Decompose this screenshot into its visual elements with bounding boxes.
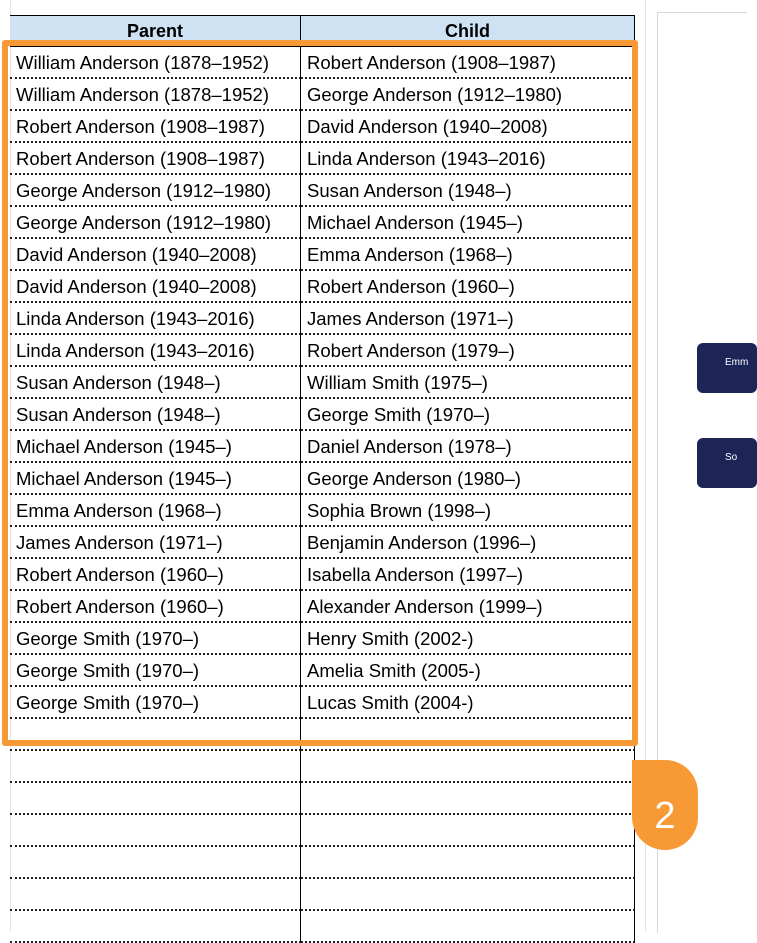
child-cell[interactable]: George Anderson (1980–)	[301, 463, 635, 495]
child-cell[interactable]: Robert Anderson (1908–1987)	[301, 47, 635, 79]
table-row	[10, 239, 635, 271]
child-cell[interactable]: Linda Anderson (1943–2016)	[301, 143, 635, 175]
parent-cell[interactable]	[10, 911, 301, 943]
table-row	[10, 207, 635, 239]
parent-cell[interactable]	[10, 751, 301, 783]
child-cell[interactable]: Daniel Anderson (1978–)	[301, 431, 635, 463]
parent-cell[interactable]: Susan Anderson (1948–)	[10, 399, 301, 431]
parent-cell[interactable]	[10, 879, 301, 911]
child-cell[interactable]	[301, 815, 635, 847]
table-body	[10, 47, 635, 943]
column-header-child[interactable]: Child	[301, 15, 635, 47]
child-cell[interactable]: Alexander Anderson (1999–)	[301, 591, 635, 623]
table-row	[10, 591, 635, 623]
parent-cell[interactable]: Robert Anderson (1908–1987)	[10, 143, 301, 175]
child-cell[interactable]: Lucas Smith (2004-)	[301, 687, 635, 719]
parent-cell[interactable]: Michael Anderson (1945–)	[10, 463, 301, 495]
child-cell[interactable]: Susan Anderson (1948–)	[301, 175, 635, 207]
parent-cell[interactable]	[10, 719, 301, 751]
parent-cell[interactable]: Linda Anderson (1943–2016)	[10, 303, 301, 335]
child-cell[interactable]: Benjamin Anderson (1996–)	[301, 527, 635, 559]
table-row	[10, 335, 635, 367]
parent-cell[interactable]: George Anderson (1912–1980)	[10, 207, 301, 239]
child-cell[interactable]: Amelia Smith (2005-)	[301, 655, 635, 687]
table-row	[10, 463, 635, 495]
parent-cell[interactable]: Robert Anderson (1960–)	[10, 559, 301, 591]
table-row	[10, 687, 635, 719]
table-row	[10, 847, 635, 879]
table-row	[10, 399, 635, 431]
table-row	[10, 271, 635, 303]
tree-node[interactable]: Emm	[697, 343, 757, 393]
child-cell[interactable]	[301, 847, 635, 879]
child-cell[interactable]	[301, 719, 635, 751]
parent-cell[interactable]: Michael Anderson (1945–)	[10, 431, 301, 463]
table-row	[10, 431, 635, 463]
parent-cell[interactable]: William Anderson (1878–1952)	[10, 47, 301, 79]
table-row	[10, 367, 635, 399]
header-row	[10, 15, 635, 47]
table-row	[10, 559, 635, 591]
parent-cell[interactable]: George Smith (1970–)	[10, 687, 301, 719]
table-row	[10, 623, 635, 655]
child-cell[interactable]: Michael Anderson (1945–)	[301, 207, 635, 239]
parent-cell[interactable]: George Smith (1970–)	[10, 623, 301, 655]
table-row	[10, 719, 635, 751]
child-cell[interactable]: Isabella Anderson (1997–)	[301, 559, 635, 591]
table-row	[10, 751, 635, 783]
table-row	[10, 815, 635, 847]
child-cell[interactable]: William Smith (1975–)	[301, 367, 635, 399]
table-row	[10, 783, 635, 815]
child-cell[interactable]: George Anderson (1912–1980)	[301, 79, 635, 111]
column-header-parent[interactable]: Parent	[10, 15, 301, 47]
parent-cell[interactable]: George Smith (1970–)	[10, 655, 301, 687]
child-cell[interactable]: Sophia Brown (1998–)	[301, 495, 635, 527]
child-cell[interactable]: Emma Anderson (1968–)	[301, 239, 635, 271]
parent-cell[interactable]: William Anderson (1878–1952)	[10, 79, 301, 111]
parent-cell[interactable]: Robert Anderson (1960–)	[10, 591, 301, 623]
table-row	[10, 879, 635, 911]
spreadsheet-table	[10, 15, 635, 943]
table-row	[10, 655, 635, 687]
child-cell[interactable]	[301, 751, 635, 783]
child-cell[interactable]: James Anderson (1971–)	[301, 303, 635, 335]
parent-cell[interactable]: Robert Anderson (1908–1987)	[10, 111, 301, 143]
parent-cell[interactable]: David Anderson (1940–2008)	[10, 239, 301, 271]
table-row	[10, 911, 635, 943]
parent-cell[interactable]: Emma Anderson (1968–)	[10, 495, 301, 527]
table-row	[10, 527, 635, 559]
child-cell[interactable]: Robert Anderson (1979–)	[301, 335, 635, 367]
table-row	[10, 143, 635, 175]
child-cell[interactable]	[301, 879, 635, 911]
parent-cell[interactable]	[10, 815, 301, 847]
child-cell[interactable]: Henry Smith (2002-)	[301, 623, 635, 655]
parent-cell[interactable]: Susan Anderson (1948–)	[10, 367, 301, 399]
child-cell[interactable]: George Smith (1970–)	[301, 399, 635, 431]
child-cell[interactable]: Robert Anderson (1960–)	[301, 271, 635, 303]
parent-cell[interactable]: Linda Anderson (1943–2016)	[10, 335, 301, 367]
step-badge: 2	[632, 760, 698, 850]
table-row	[10, 79, 635, 111]
table-row	[10, 303, 635, 335]
parent-cell[interactable]	[10, 847, 301, 879]
child-cell[interactable]	[301, 911, 635, 943]
parent-cell[interactable]: George Anderson (1912–1980)	[10, 175, 301, 207]
parent-cell[interactable]: James Anderson (1971–)	[10, 527, 301, 559]
table-row	[10, 111, 635, 143]
parent-cell[interactable]	[10, 783, 301, 815]
table-row	[10, 47, 635, 79]
child-cell[interactable]: David Anderson (1940–2008)	[301, 111, 635, 143]
table-row	[10, 175, 635, 207]
table-row	[10, 495, 635, 527]
child-cell[interactable]	[301, 783, 635, 815]
parent-cell[interactable]: David Anderson (1940–2008)	[10, 271, 301, 303]
tree-node[interactable]: So	[697, 438, 757, 488]
